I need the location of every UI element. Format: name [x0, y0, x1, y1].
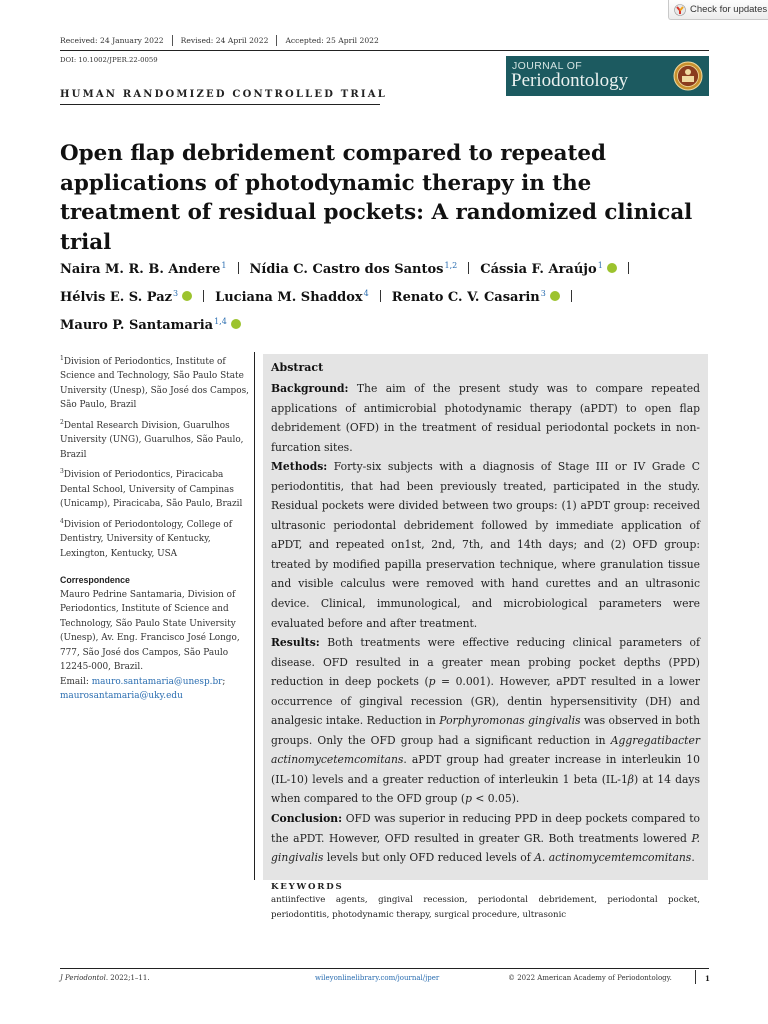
affiliation-1: $^1$Division of Periodontics, Institute of Science and Technology, São Paulo State University (Unesp), São José dos Campos, São Paulo, Brazil	[60, 355, 249, 411]
footer-journal-link[interactable]: wileyonlinelibrary.com/journal/jper	[315, 974, 440, 982]
orcid-icon[interactable]	[607, 263, 617, 273]
keywords-list: antiinfective agents, gingival recession, periodontal debridement, periodontal pocket, periodontitis, photodynamic therapy, surgical procedure, ultrasonic	[271, 894, 700, 920]
check-for-updates-label: Check for updates	[690, 4, 768, 15]
keywords-heading: KEYWORDS	[271, 881, 344, 892]
footer-rule	[60, 968, 709, 969]
orcid-icon[interactable]	[550, 291, 560, 301]
orcid-icon[interactable]	[231, 319, 241, 329]
check-for-updates-button[interactable]	[668, 0, 768, 20]
footer-copyright: © 2022 American Academy of Periodontology.	[508, 974, 672, 982]
author-separator	[203, 290, 204, 302]
revised-date: Revised: 24 April 2022	[172, 35, 277, 46]
affiliation-2: $^2$Dental Research Division, Guarulhos University (UNG), Guarulhos, São Paulo, Brazil	[60, 418, 244, 460]
abstract-conclusion: Conclusion: OFD was superior in reducing PPD in deep pockets compared to the aPDT. However, OFD resulted in greater GR. Both treatments lowered P. gingivalis levels but only OFD reduced levels of A. actinomycemtemcomitans.	[271, 812, 700, 865]
article-dates	[60, 35, 387, 46]
received-date: Received: 24 January 2022	[60, 36, 164, 45]
affiliation-3: $^3$Division of Periodontics, Piracicaba Dental School, University of Campinas (Unicamp), Piracicaba, São Paulo, Brazil	[60, 468, 243, 510]
author-list	[60, 254, 710, 338]
email-link-uky[interactable]: maurosantamaria@uky.edu	[60, 691, 183, 702]
author-2[interactable]: Nídia C. Castro dos Santos$^{1,2}$	[249, 261, 458, 277]
email-link-unesp[interactable]: mauro.santamaria@unesp.br	[91, 676, 223, 687]
abstract-methods: Methods: Forty-six subjects with a diagnosis of Stage III or IV Grade C periodontitis, that had been previously treated, participated in the study. Residual pockets were divided between two groups: (1) aPDT group: received ultrasonic periodontal debridement followed by immediate application of aPDT, and repeated on1st, 2nd, 7th, and 14th days; and (2) OFD group: treated by modified papilla preservation technique, where granulation tissue and visible calculus were removed with hand curettes and an ultrasonic device. Clinical, immunological, and microbiological parameters were evaluated before and after treatment.	[271, 460, 700, 630]
author-separator	[571, 290, 572, 302]
author-6[interactable]: Renato C. V. Casarin$^3$iD	[392, 290, 560, 305]
author-separator	[468, 262, 469, 274]
abstract-background: Background: The aim of the present study was to compare repeated applications of antimicrobial photodynamic therapy (aPDT) to open flap debridement (OFD) in the treatment of residual periodontal pockets in non-furcation sites.	[271, 382, 700, 454]
footer-citation: J Periodontol. 2022;1–11.	[60, 974, 150, 982]
author-1[interactable]: Naira M. R. B. Andere$^1$	[60, 261, 227, 277]
logo-periodontology: Periodontology	[511, 70, 629, 91]
correspondence-text: Mauro Pedrine Santamaria, Division of Periodontics, Institute of Science and Technology, São Paulo State University (Unesp), Av. Eng. Francisco José Longo, 777, São José dos Campos, São Paulo 12245-000, Brazil. Email: mauro.santamaria@unesp.br; maurosantamaria@uky.edu	[60, 589, 240, 702]
article-type: HUMAN RANDOMIZED CONTROLLED TRIAL	[60, 89, 387, 100]
page-number: 1	[705, 974, 710, 983]
abstract-results: Results: Both treatments were effective reducing clinical parameters of disease. OFD resulted in a greater mean probing pocket depths (PPD) reduction in deep pockets (p = 0.001). However, aPDT resulted in a lower occurrence of gingival recession (GR), dentin hypersensitivity (DH) and analgesic intake. Reduction in Porphyromonas gingivalis was observed in both groups. Only the OFD group had a significant reduction in Aggregatibacter actinomycetemcomitans. aPDT group had greater increase in interleukin 10 (IL-10) levels and a greater reduction of interleukin 1 beta (IL-1β) at 14 days when compared to the OFD group (p < 0.05).	[271, 636, 700, 806]
author-4[interactable]: Hélvis E. S. Paz$^3$iD	[60, 290, 192, 305]
author-3[interactable]: Cássia F. Araújo$^1$iD	[480, 262, 617, 277]
orcid-icon[interactable]	[182, 291, 192, 301]
article-type-rule	[60, 104, 380, 105]
aap-seal-icon	[673, 61, 703, 91]
author-7[interactable]: Mauro P. Santamaria$^{1,4}$iD	[60, 318, 241, 333]
crossmark-icon	[674, 4, 686, 16]
abstract-box	[263, 354, 708, 920]
article-title: Open flap debridement compared to repeated applications of photodynamic therapy in the treatment of residual pockets: A randomized clinical trial	[60, 141, 693, 255]
logo-journal-of: JOURNAL OF	[512, 60, 583, 72]
column-divider	[254, 352, 255, 880]
correspondence-heading: Correspondence	[60, 575, 130, 586]
accepted-date: Accepted: 25 April 2022	[276, 35, 386, 46]
author-separator	[628, 262, 629, 274]
abstract-heading: Abstract	[271, 361, 324, 374]
footer-separator	[695, 970, 696, 984]
author-separator	[238, 262, 239, 274]
journal-logo[interactable]	[506, 56, 709, 96]
abstract-body	[271, 379, 700, 868]
affiliations-column	[60, 352, 250, 704]
affiliation-4: $^4$Division of Periodontology, College of Dentistry, University of Kentucky, Lexington, Kentucky, USA	[60, 517, 233, 559]
author-separator	[380, 290, 381, 302]
doi[interactable]: DOI: 10.1002/JPER.22-0059	[60, 56, 158, 64]
header-rule	[60, 50, 709, 51]
author-5[interactable]: Luciana M. Shaddox$^4$	[215, 289, 369, 305]
